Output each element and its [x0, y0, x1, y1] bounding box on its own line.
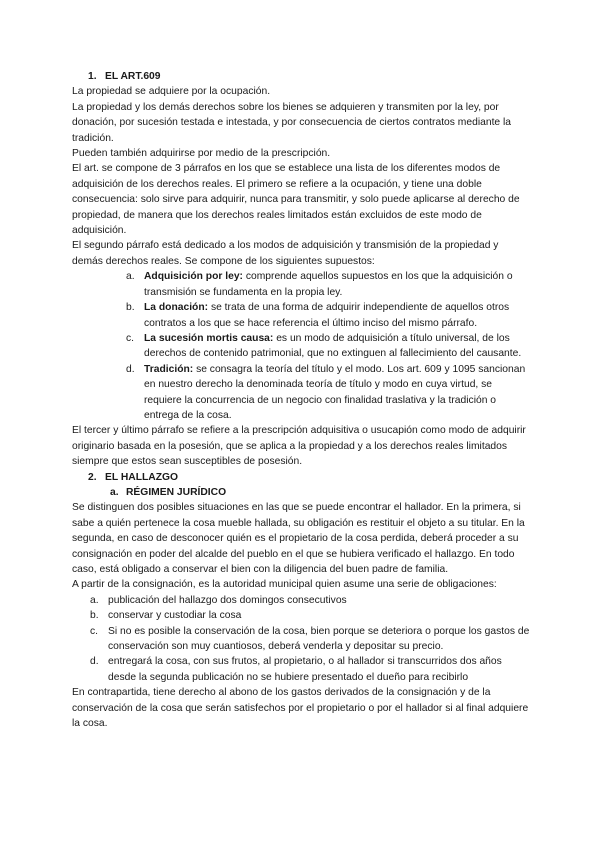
- section-1-heading: [72, 69, 532, 84]
- obligations-list: [72, 593, 532, 685]
- paragraph: A partir de la consignación, es la autoridad municipal quien asume una serie de obligaciones:: [72, 579, 497, 591]
- list-item-text: Si no es posible la conservación de la cosa, bien porque se deteriora o porque los gastos de conservación son muy cuantiosos, deberá venderla y depositar su precio.: [108, 625, 530, 653]
- list-marker: a.: [90, 594, 99, 606]
- paragraph: El art. se compone de 3 párrafos en los que se establece una lista de los diferentes modos de adquisición de los derechos reales. El primero se refiere a la ocupación, y tiene una doble consecuencia: solo sirve para adquirir, nunca para transmitir, y solo puede aplicarse al derecho de propiedad, de manera que los derechos reales limitados están excluidos de este modo de adquisición.: [72, 163, 520, 237]
- section-2-title: EL HALLAZGO: [105, 471, 179, 483]
- acquisition-modes-list: [72, 269, 532, 423]
- list-marker: c.: [90, 625, 99, 637]
- list-item: [72, 331, 532, 362]
- paragraph: El tercer y último párrafo se refiere a la prescripción adquisitiva o usucapión como modo de adquirir originario basada en la posesión, que se aplica a la propiedad y a los derechos reales limitados siempre que estos sean susceptibles de posesión.: [72, 425, 526, 468]
- subsection-letter: a.: [110, 486, 119, 498]
- list-item: [72, 654, 532, 685]
- section-1-title: EL ART.609: [105, 71, 161, 82]
- list-item: [72, 624, 532, 655]
- section-2-number: 2.: [88, 471, 97, 483]
- paragraph: El segundo párrafo está dedicado a los modos de adquisición y transmisión de la propiedad y demás derechos reales. Se compone de los siguientes supuestos:: [72, 240, 499, 267]
- list-item-text: conservar y custodiar la cosa: [108, 610, 242, 622]
- list-item-term: La donación:: [144, 302, 209, 314]
- list-item-term: Adquisición por ley:: [144, 271, 243, 283]
- list-item-text: se consagra la teoría del título y el modo. Los art. 609 y 1095 sancionan en nuestro derecho la denominada teoría de título y modo en cuya virtud, se requiere la concurrencia de un negocio con finalidad traslativa y la tradición o entrega de la cosa.: [144, 363, 526, 421]
- list-marker: c.: [126, 332, 135, 344]
- list-item-text: es un modo de adquisición a título universal, de los derechos de contenido patrimonial, que no extinguen al fallecimiento del causante.: [144, 332, 522, 360]
- list-item: [72, 362, 532, 424]
- paragraph: La propiedad se adquiere por la ocupación.: [72, 86, 271, 98]
- list-item-term: Tradición:: [144, 363, 194, 375]
- list-item-text: publicación del hallazgo dos domingos consecutivos: [108, 594, 347, 606]
- section-2-heading: [72, 470, 532, 485]
- list-item: [72, 269, 532, 300]
- section-1-number: 1.: [88, 71, 97, 82]
- list-item: [72, 608, 532, 623]
- list-marker: d.: [90, 656, 99, 668]
- list-marker: d.: [126, 363, 135, 375]
- paragraph: Pueden también adquirirse por medio de la prescripción.: [72, 148, 331, 160]
- paragraph: Se distinguen dos posibles situaciones en las que se puede encontrar el hallador. En la primera, si sabe a quién pertenece la cosa mueble hallada, su obligación es restituir el objeto a su titular. En la segunda, en caso de desconocer quién es el propietario de la cosa perdida, deberá proceder a su consignación en poder del alcalde del pueblo en el que se hubiera verificado el hallazgo. En todo caso, está obligado a conservar el bien con la diligencia del buen padre de familia.: [72, 502, 525, 575]
- document-page: [72, 69, 532, 731]
- list-marker: a.: [126, 271, 135, 283]
- list-item: [72, 300, 532, 331]
- list-item-text: entregará la cosa, con sus frutos, al propietario, o al hallador si transcurridos dos años desde la segunda publicación no se hubiere presentado el dueño para recibirlo: [108, 656, 502, 683]
- list-item-text: se trata de una forma de adquirir independiente de aquellos otros contratos a los que se hace referencia el último inciso del mismo párrafo.: [144, 302, 510, 329]
- list-item-text: comprende aquellos supuestos en los que la adquisición o transmisión se fundamenta en la propia ley.: [144, 271, 513, 298]
- list-item-term: La sucesión mortis causa:: [144, 332, 274, 344]
- list-marker: b.: [126, 302, 135, 314]
- subsection-title: RÉGIMEN JURÍDICO: [126, 486, 227, 498]
- list-item: [72, 593, 532, 608]
- list-marker: b.: [90, 610, 99, 622]
- subsection-heading: [72, 485, 532, 500]
- paragraph: La propiedad y los demás derechos sobre los bienes se adquieren y transmiten por la ley, por donación, por sucesión testada e intestada, y por consecuencia de ciertos contratos mediante la tradición.: [72, 101, 512, 144]
- paragraph: En contrapartida, tiene derecho al abono de los gastos derivados de la consignación y de la conservación de la cosa que serán satisfechos por el propietario o por el hallador si al final adquiere la cosa.: [72, 687, 529, 730]
